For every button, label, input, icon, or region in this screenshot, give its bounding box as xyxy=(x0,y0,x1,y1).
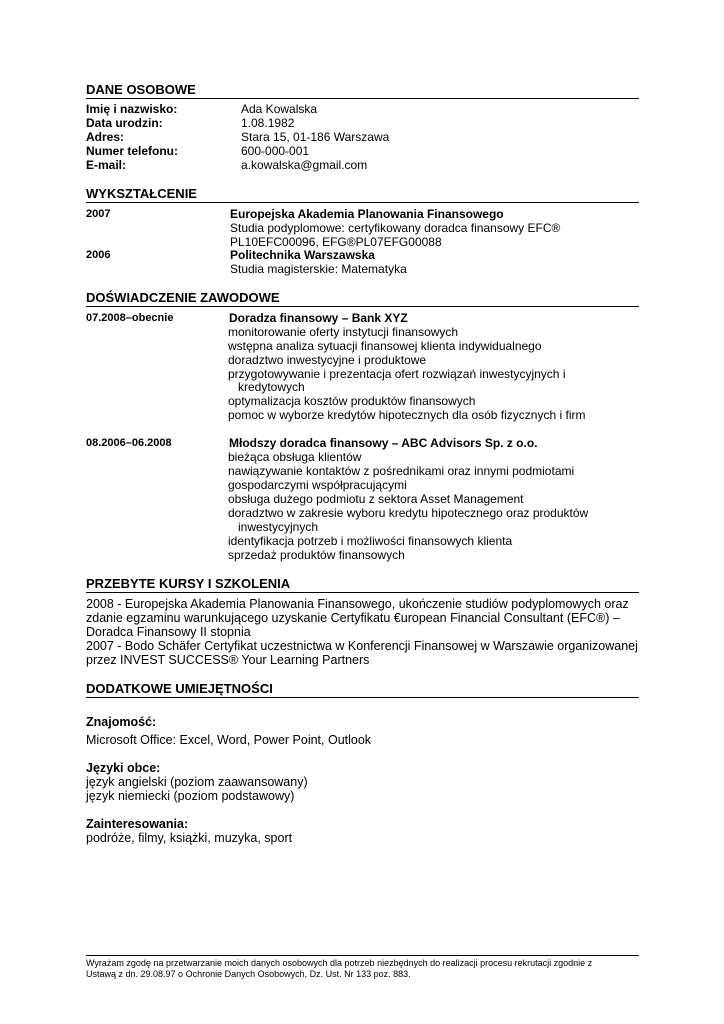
phone-value: 600-000-001 xyxy=(241,144,310,158)
knowledge-label: Znajomość: xyxy=(86,715,157,729)
job-duty: pomoc w wyborze kredytów hipotecznych dla osób fizycznych i firm xyxy=(228,408,586,422)
education-detail: Studia podyplomowe: certyfikowany doradca finansowy EFC® xyxy=(230,221,561,235)
section-title-courses: PRZEBYTE KURSY I SZKOLENIA xyxy=(86,576,639,593)
job-duty: monitorowanie oferty instytucji finansowych xyxy=(228,325,459,339)
course-line: zdanie egzaminu warunkującego uzyskanie Certyfikatu €uropean Financial Consultant (EFC®) – xyxy=(86,611,620,625)
interests-label: Zainteresowania: xyxy=(86,817,189,831)
languages-label: Języki obce: xyxy=(86,761,161,775)
job-duty: gospodarczymi współpracującymi xyxy=(228,478,407,492)
footer-consent xyxy=(86,958,642,980)
name-value: Ada Kowalska xyxy=(241,102,318,116)
job-duty: obsługa dużego podmiotu z sektora Asset Management xyxy=(228,492,524,506)
job-duty: nawiązywanie kontaktów z pośrednikami oraz innymi podmiotami xyxy=(228,464,575,478)
footer-divider xyxy=(86,955,639,956)
job-duty: optymalizacja kosztów produktów finansowych xyxy=(228,394,476,408)
section-title-experience: DOŚWIADCZENIE ZAWODOWE xyxy=(86,290,639,307)
job-duty: doradztwo inwestycyjne i produktowe xyxy=(228,353,427,367)
education-school: Politechnika Warszawska xyxy=(230,248,375,262)
knowledge-value: Microsoft Office: Excel, Word, Power Point, Outlook xyxy=(86,733,372,747)
footer-line-2: Ustawą z dn. 29.08.97 o Ochronie Danych Osobowych, Dz. Ust. Nr 133 poz. 883. xyxy=(86,969,411,979)
section-title-skills: DODATKOWE UMIEJĘTNOŚCI xyxy=(86,681,639,698)
language-item: język angielski (poziom zaawansowany) xyxy=(86,775,308,789)
interests-value: podróże, filmy, książki, muzyka, sport xyxy=(86,831,293,845)
section-title-personal: DANE OSOBOWE xyxy=(86,82,639,99)
education-detail: Studia magisterskie: Matematyka xyxy=(230,262,407,276)
job-duty: inwestycyjnych xyxy=(238,520,319,534)
language-item: język niemiecki (poziom podstawowy) xyxy=(86,789,295,803)
course-line: przez INVEST SUCCESS® Your Learning Partners xyxy=(86,653,370,667)
email-label: E-mail: xyxy=(86,158,127,172)
job-duty: przygotowywanie i prezentacja ofert rozwiązań inwestycyjnych i xyxy=(228,367,566,381)
job-duty: sprzedaż produktów finansowych xyxy=(228,548,405,562)
education-school: Europejska Akademia Planowania Finansowego xyxy=(230,207,504,221)
job-duty: bieżąca obsługa klientów xyxy=(228,450,362,464)
education-year: 2006 xyxy=(86,249,111,261)
email-value: a.kowalska@gmail.com xyxy=(241,158,368,172)
name-label: Imię i nazwisko: xyxy=(86,102,178,116)
job-dates: 08.2006–06.2008 xyxy=(86,437,172,449)
address-label: Adres: xyxy=(86,130,125,144)
section-title-education: WYKSZTAŁCENIE xyxy=(86,186,639,203)
job-dates: 07.2008–obecnie xyxy=(86,312,174,324)
education-year: 2007 xyxy=(86,208,111,220)
phone-label: Numer telefonu: xyxy=(86,144,179,158)
footer-line-1: Wyrażam zgodę na przetwarzanie moich danych osobowych dla potrzeb niezbędnych do realizacji procesu rekrutacji zgodnie z xyxy=(86,958,593,968)
cv-page xyxy=(86,0,639,1024)
birthdate-value: 1.08.1982 xyxy=(241,116,295,130)
job-duty: wstępna analiza sytuacji finansowej klienta indywidualnego xyxy=(228,339,542,353)
job-duty: kredytowych xyxy=(238,380,305,394)
address-value: Stara 15, 01-186 Warszawa xyxy=(241,130,390,144)
job-position: Doradza finansowy – Bank XYZ xyxy=(229,311,408,325)
course-line: 2008 - Europejska Akademia Planowania Finansowego, ukończenie studiów podyplomowych oraz xyxy=(86,597,629,611)
job-duty: identyfikacja potrzeb i możliwości finansowych klienta xyxy=(228,534,513,548)
job-position: Młodszy doradca finansowy – ABC Advisors Sp. z o.o. xyxy=(229,436,538,450)
job-duty: doradztwo w zakresie wyboru kredytu hipotecznego oraz produktów xyxy=(228,506,589,520)
birthdate-label: Data urodzin: xyxy=(86,116,163,130)
course-line: Doradca Finansowy II stopnia xyxy=(86,625,251,639)
education-detail: PL10EFC00096, EFG®PL07EFG00088 xyxy=(230,235,442,249)
course-line: 2007 - Bodo Schäfer Certyfikat uczestnictwa w Konferencji Finansowej w Warszawie organizowanej xyxy=(86,639,638,653)
